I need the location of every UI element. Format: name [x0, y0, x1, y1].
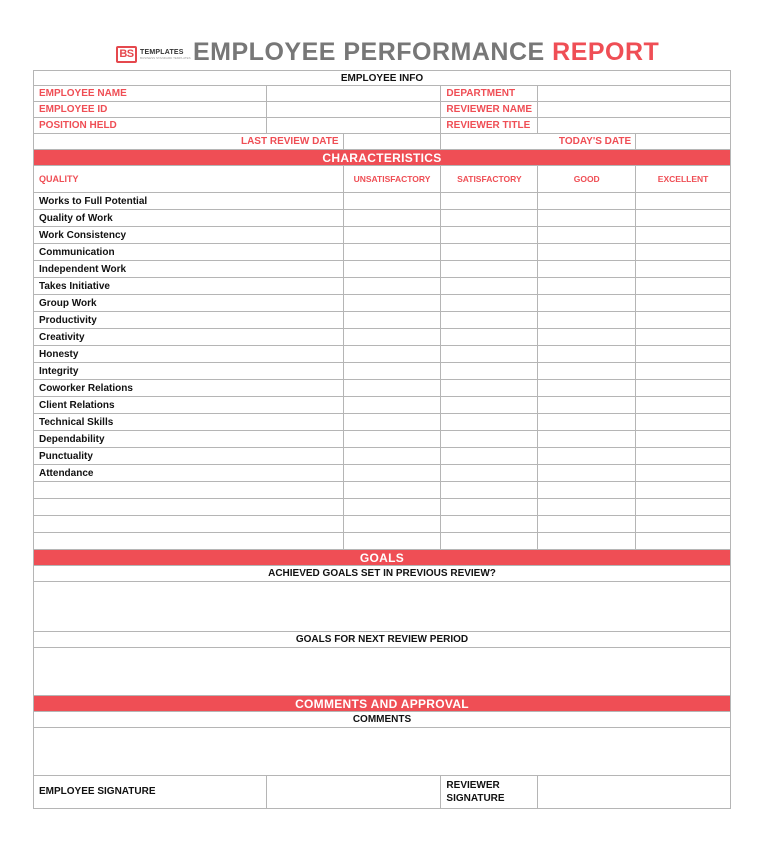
quality-name: Takes Initiative [34, 278, 344, 295]
rating-cell-satisfactory[interactable] [441, 499, 538, 516]
quality-name: Punctuality [34, 448, 344, 465]
table-row [33, 227, 731, 244]
rating-cell-good[interactable] [538, 244, 636, 261]
rating-cell-unsatisfactory[interactable] [344, 397, 442, 414]
rating-cell-good[interactable] [538, 465, 636, 482]
rating-cell-good[interactable] [538, 193, 636, 210]
rating-cell-satisfactory[interactable] [441, 329, 538, 346]
employee-info-heading: EMPLOYEE INFO [34, 71, 731, 86]
rating-cell-satisfactory[interactable] [441, 414, 538, 431]
rating-cell-excellent[interactable] [636, 329, 731, 346]
quality-name [34, 516, 344, 533]
rating-cell-satisfactory[interactable] [441, 448, 538, 465]
achieved-goals-field[interactable] [34, 582, 731, 632]
rating-cell-excellent[interactable] [636, 397, 731, 414]
comments-approval-heading: COMMENTS AND APPROVAL [34, 696, 731, 712]
rating-cell-excellent[interactable] [636, 414, 731, 431]
rating-cell-satisfactory[interactable] [441, 227, 538, 244]
quality-name: Productivity [34, 312, 344, 329]
employee-name-label: EMPLOYEE NAME [34, 86, 267, 102]
last-review-date-field[interactable] [344, 134, 442, 150]
rating-cell-satisfactory[interactable] [441, 397, 538, 414]
rating-cell-unsatisfactory[interactable] [344, 210, 442, 227]
rating-cell-good[interactable] [538, 261, 636, 278]
page-title [193, 38, 659, 67]
department-label: DEPARTMENT [441, 86, 538, 102]
rating-cell-good[interactable] [538, 397, 636, 414]
table-row [33, 329, 731, 346]
table-row [33, 278, 731, 295]
table-row [33, 210, 731, 227]
quality-name [34, 533, 344, 550]
rating-cell-satisfactory[interactable] [441, 533, 538, 550]
rating-cell-unsatisfactory[interactable] [344, 312, 442, 329]
rating-cell-good[interactable] [538, 499, 636, 516]
quality-name: Creativity [34, 329, 344, 346]
rating-cell-excellent[interactable] [636, 278, 731, 295]
rating-cell-good[interactable] [538, 312, 636, 329]
table-row [33, 533, 731, 550]
achieved-goals-label: ACHIEVED GOALS SET IN PREVIOUS REVIEW? [34, 566, 731, 582]
reviewer-signature-label: REVIEWER SIGNATURE [441, 776, 538, 809]
rating-cell-good[interactable] [538, 363, 636, 380]
rating-cell-good[interactable] [538, 329, 636, 346]
rating-cell-excellent[interactable] [636, 533, 731, 550]
todays-date-label: TODAY'S DATE [441, 134, 636, 150]
rating-cell-satisfactory[interactable] [441, 346, 538, 363]
rating-cell-good[interactable] [538, 295, 636, 312]
quality-name: Works to Full Potential [34, 193, 344, 210]
position-held-label: POSITION HELD [34, 118, 267, 134]
rating-cell-excellent[interactable] [636, 227, 731, 244]
rating-cell-good[interactable] [538, 448, 636, 465]
rating-cell-satisfactory[interactable] [441, 295, 538, 312]
table-row [33, 431, 731, 448]
quality-name: Communication [34, 244, 344, 261]
department-field[interactable] [538, 86, 731, 102]
comments-label: COMMENTS [34, 712, 731, 728]
reviewer-name-label: REVIEWER NAME [441, 102, 538, 118]
rating-cell-excellent[interactable] [636, 261, 731, 278]
title-main: EMPLOYEE PERFORMANCE [193, 38, 545, 66]
characteristics-heading: CHARACTERISTICS [34, 150, 731, 166]
rating-cell-excellent[interactable] [636, 346, 731, 363]
rating-cell-unsatisfactory[interactable] [344, 499, 442, 516]
rating-cell-unsatisfactory[interactable] [344, 414, 442, 431]
logo-text: TEMPLATES [140, 49, 184, 56]
column-good: GOOD [538, 166, 636, 193]
column-unsatisfactory: UNSATISFACTORY [344, 166, 442, 193]
rating-cell-unsatisfactory[interactable] [344, 193, 442, 210]
goals-heading: GOALS [34, 550, 731, 566]
rating-cell-unsatisfactory[interactable] [344, 346, 442, 363]
reviewer-name-field[interactable] [538, 102, 731, 118]
column-excellent: EXCELLENT [636, 166, 731, 193]
employee-id-field[interactable] [267, 102, 442, 118]
table-row [33, 380, 731, 397]
rating-cell-satisfactory[interactable] [441, 193, 538, 210]
next-goals-label: GOALS FOR NEXT REVIEW PERIOD [34, 632, 731, 648]
table-row [33, 448, 731, 465]
quality-name: Client Relations [34, 397, 344, 414]
rating-cell-satisfactory[interactable] [441, 516, 538, 533]
table-row [33, 414, 731, 431]
table-row [33, 397, 731, 414]
table-row [33, 482, 731, 499]
quality-name [34, 482, 344, 499]
rating-cell-unsatisfactory[interactable] [344, 227, 442, 244]
rating-cell-satisfactory[interactable] [441, 465, 538, 482]
rating-cell-good[interactable] [538, 346, 636, 363]
logo-mark: BS [116, 46, 137, 63]
reviewer-title-field[interactable] [538, 118, 731, 134]
table-row [33, 295, 731, 312]
rating-cell-good[interactable] [538, 278, 636, 295]
rating-cell-unsatisfactory[interactable] [344, 244, 442, 261]
rating-cell-unsatisfactory[interactable] [344, 380, 442, 397]
rating-cell-good[interactable] [538, 533, 636, 550]
table-row [33, 261, 731, 278]
logo-tagline: BUSINESS STANDARD TEMPLATES [140, 56, 191, 60]
rating-cell-excellent[interactable] [636, 363, 731, 380]
rating-cell-satisfactory[interactable] [441, 244, 538, 261]
rating-cell-unsatisfactory[interactable] [344, 516, 442, 533]
table-row [33, 516, 731, 533]
reviewer-signature-field[interactable] [538, 776, 731, 809]
rating-cell-excellent[interactable] [636, 295, 731, 312]
rating-cell-excellent[interactable] [636, 465, 731, 482]
rating-cell-good[interactable] [538, 227, 636, 244]
rating-cell-excellent[interactable] [636, 482, 731, 499]
rating-cell-good[interactable] [538, 414, 636, 431]
rating-cell-excellent[interactable] [636, 210, 731, 227]
quality-name: Dependability [34, 431, 344, 448]
column-quality: QUALITY [34, 166, 344, 193]
quality-name: Coworker Relations [34, 380, 344, 397]
next-goals-field[interactable] [34, 648, 731, 696]
quality-name: Honesty [34, 346, 344, 363]
reviewer-title-label: REVIEWER TITLE [441, 118, 538, 134]
rating-cell-good[interactable] [538, 482, 636, 499]
quality-name: Independent Work [34, 261, 344, 278]
column-satisfactory: SATISFACTORY [441, 166, 538, 193]
rating-cell-unsatisfactory[interactable] [344, 482, 442, 499]
todays-date-field[interactable] [636, 134, 731, 150]
rating-cell-unsatisfactory[interactable] [344, 363, 442, 380]
rating-cell-excellent[interactable] [636, 244, 731, 261]
table-row [33, 363, 731, 380]
brand-logo [116, 46, 191, 63]
rating-cell-satisfactory[interactable] [441, 482, 538, 499]
rating-cell-excellent[interactable] [636, 516, 731, 533]
rating-cell-excellent[interactable] [636, 193, 731, 210]
employee-name-field[interactable] [267, 86, 442, 102]
quality-name: Quality of Work [34, 210, 344, 227]
rating-cell-excellent[interactable] [636, 448, 731, 465]
rating-cell-unsatisfactory[interactable] [344, 448, 442, 465]
rating-cell-good[interactable] [538, 380, 636, 397]
comments-field[interactable] [34, 728, 731, 776]
report-form [33, 70, 731, 809]
rating-cell-unsatisfactory[interactable] [344, 533, 442, 550]
table-row [33, 244, 731, 261]
rating-cell-satisfactory[interactable] [441, 312, 538, 329]
rating-cell-unsatisfactory[interactable] [344, 431, 442, 448]
rating-cell-excellent[interactable] [636, 431, 731, 448]
table-row [33, 465, 731, 482]
rating-cell-satisfactory[interactable] [441, 261, 538, 278]
last-review-date-label: LAST REVIEW DATE [34, 134, 344, 150]
rating-cell-excellent[interactable] [636, 380, 731, 397]
quality-name: Integrity [34, 363, 344, 380]
table-row [33, 346, 731, 363]
quality-name [34, 499, 344, 516]
page-header [0, 38, 768, 68]
rating-cell-satisfactory[interactable] [441, 380, 538, 397]
rating-cell-unsatisfactory[interactable] [344, 295, 442, 312]
employee-id-label: EMPLOYEE ID [34, 102, 267, 118]
rating-cell-good[interactable] [538, 431, 636, 448]
table-row [33, 499, 731, 516]
rating-cell-good[interactable] [538, 210, 636, 227]
employee-signature-field[interactable] [267, 776, 442, 809]
rating-cell-satisfactory[interactable] [441, 278, 538, 295]
rating-cell-unsatisfactory[interactable] [344, 329, 442, 346]
position-held-field[interactable] [267, 118, 442, 134]
title-accent: REPORT [552, 38, 660, 66]
rating-cell-unsatisfactory[interactable] [344, 278, 442, 295]
rating-cell-excellent[interactable] [636, 312, 731, 329]
quality-name: Work Consistency [34, 227, 344, 244]
table-row [33, 193, 731, 210]
rating-cell-unsatisfactory[interactable] [344, 465, 442, 482]
rating-cell-unsatisfactory[interactable] [344, 261, 442, 278]
rating-cell-satisfactory[interactable] [441, 431, 538, 448]
quality-name: Technical Skills [34, 414, 344, 431]
rating-cell-good[interactable] [538, 516, 636, 533]
employee-signature-label: EMPLOYEE SIGNATURE [34, 776, 267, 809]
rating-cell-satisfactory[interactable] [441, 363, 538, 380]
rating-cell-satisfactory[interactable] [441, 210, 538, 227]
quality-name: Group Work [34, 295, 344, 312]
rating-cell-excellent[interactable] [636, 499, 731, 516]
quality-table [33, 193, 731, 550]
quality-name: Attendance [34, 465, 344, 482]
table-row [33, 312, 731, 329]
